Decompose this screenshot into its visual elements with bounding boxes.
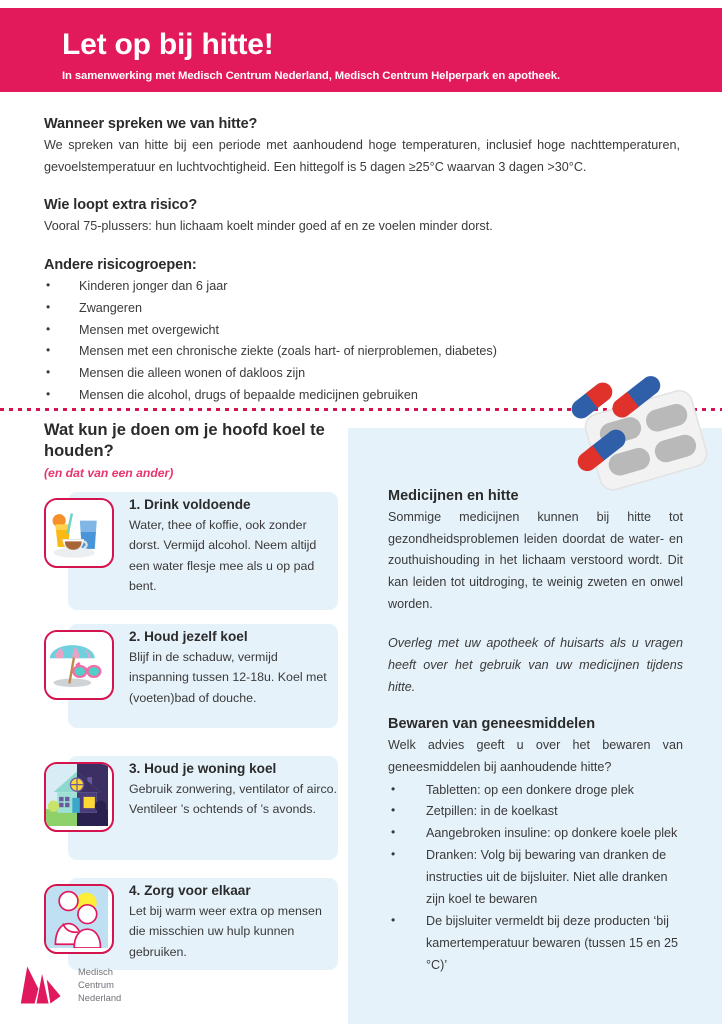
spacer: [44, 238, 680, 257]
tip-card-1-desc: Water, thee of koffie, ook zonder dorst. Vermijd alcohol. Neem altijd een water flesje mee als u op pad bent.: [129, 518, 317, 593]
list-item: • Mensen die alleen wonen of dakloos zijn: [44, 363, 680, 385]
logo-line-2: Centrum: [78, 978, 114, 990]
house-icon: [44, 762, 114, 832]
two-people-sun-icon: [44, 884, 114, 954]
tip-card-4-desc: Let bij warm weer extra op mensen die misschien uw hulp kunnen gebruiken.: [129, 904, 322, 959]
logo-medisch-centrum-nederland: [18, 963, 218, 1013]
list-item: • Aangebroken insuline: op donkere koele plek: [388, 823, 683, 845]
medicines-panel-content: [388, 488, 683, 977]
heading-bewaren-geneesmiddelen: Bewaren van geneesmiddelen: [388, 716, 596, 733]
logo-mark-icon: [18, 963, 68, 1007]
heading-wat-kun-je-doen: Wat kun je doen om je hoofd koel te houden?: [44, 421, 325, 461]
tip-card-3-text: [129, 756, 344, 820]
page-title: Let op bij hitte!: [62, 28, 274, 61]
body-medicijnen-en-hitte: Sommige medicijnen kunnen bij hitte tot gezondheidsproblemen leiden doordat de water- en zouthuishouding in het lichaam verstoord wordt. Dit kan leiden tot uitdroging, te weinig zweten en onwel worden.: [388, 510, 683, 611]
tips-card-list: [44, 492, 344, 986]
body-bewaren-geneesmiddelen: Welk advies geeft u over het bewaren van geneesmiddelen bij aanhoudende hitte?: [388, 738, 683, 774]
heading-risico: Wie loopt extra risico?: [44, 197, 198, 214]
parasol-sunglasses-icon: [44, 630, 114, 700]
list-item: • Mensen met een chronische ziekte (zoals hart- of nierproblemen, diabetes): [44, 341, 680, 363]
heading-wanneer: Wanneer spreken we van hitte?: [44, 116, 258, 132]
tip-card-2-text: [129, 624, 344, 708]
pill-blister-icon: [552, 368, 712, 500]
drinks-icon: [44, 498, 114, 568]
bewaren-list: [388, 780, 683, 977]
medicines-panel: [348, 428, 722, 1024]
list-item: • Mensen die alcohol, drugs of bepaalde medicijnen gebruiken: [44, 385, 680, 407]
list-item: • Zwangeren: [44, 298, 680, 320]
tip-card-2-desc: Blijf in de schaduw, vermijd inspanning tussen 12-18u. Koel met (voeten)bad of douche.: [129, 650, 327, 705]
tip-card-1-title: 1. Drink voldoende: [129, 497, 251, 512]
left-heading-block: [44, 420, 344, 480]
tip-card-3-desc: Gebruik zonwering, ventilator of airco. Ventileer ’s ochtends of ’s avonds.: [129, 782, 337, 817]
callout-overleg-apotheek: Overleg met uw apotheek of huisarts als u vragen heeft over het gebruik van uw medicijnen tijdens hitte.: [388, 636, 683, 694]
poster-header: [0, 8, 722, 92]
spacer: [44, 178, 680, 197]
tip-card-3: [44, 756, 344, 870]
list-item: • Mensen met overgewicht: [44, 320, 680, 342]
logo-wordmark: [78, 966, 121, 1005]
logo-line-1: Medisch: [78, 966, 113, 977]
tip-card-2: [44, 624, 344, 748]
list-item: • De bijsluiter vermeldt bij deze producten ‘bij kamertemperatuur bewaren (tussen 15 en 25 °C)’: [388, 911, 683, 977]
heading-medicijnen-en-hitte: Medicijnen en hitte: [388, 488, 519, 504]
tip-card-2-title: 2. Houd jezelf koel: [129, 629, 248, 644]
tip-card-4-text: [129, 878, 344, 962]
list-item: • Dranken: Volg bij bewaring van dranken de instructies uit de bijsluiter. Niet alle dranken zijn koel te bewaren: [388, 845, 683, 911]
list-item: • Zetpillen: in de koelkast: [388, 801, 683, 823]
tip-card-1: [44, 492, 344, 616]
header-subtitle: In samenwerking met Medisch Centrum Nederland, Medisch Centrum Helperpark en apotheek.: [62, 70, 561, 82]
top-content: [44, 116, 680, 407]
tip-card-1-text: [129, 492, 344, 596]
list-item: • Kinderen jonger dan 6 jaar: [44, 276, 680, 298]
subheading-en-dat-van-een-ander: (en dat van een ander): [44, 466, 174, 481]
heading-risicogroepen: Andere risicogroepen:: [44, 256, 197, 273]
list-item: • Tabletten: op een donkere droge plek: [388, 780, 683, 802]
body-wanneer: We spreken van hitte bij een periode met aanhoudend hoge temperaturen, inclusief hoge nachttemperaturen, gevoelstemperatuur en luchtvochtigheid. Een hittegolf is 5 dagen ≥25°C waarvan 3 dagen >30°C.: [44, 138, 680, 174]
tip-card-4-title: 4. Zorg voor elkaar: [129, 883, 251, 898]
logo-line-3: Nederland: [78, 991, 122, 1003]
body-risico: Vooral 75-plussers: hun lichaam koelt minder goed af en ze voelen minder dorst.: [44, 219, 493, 234]
tip-card-3-title: 3. Houd je woning koel: [129, 761, 277, 776]
